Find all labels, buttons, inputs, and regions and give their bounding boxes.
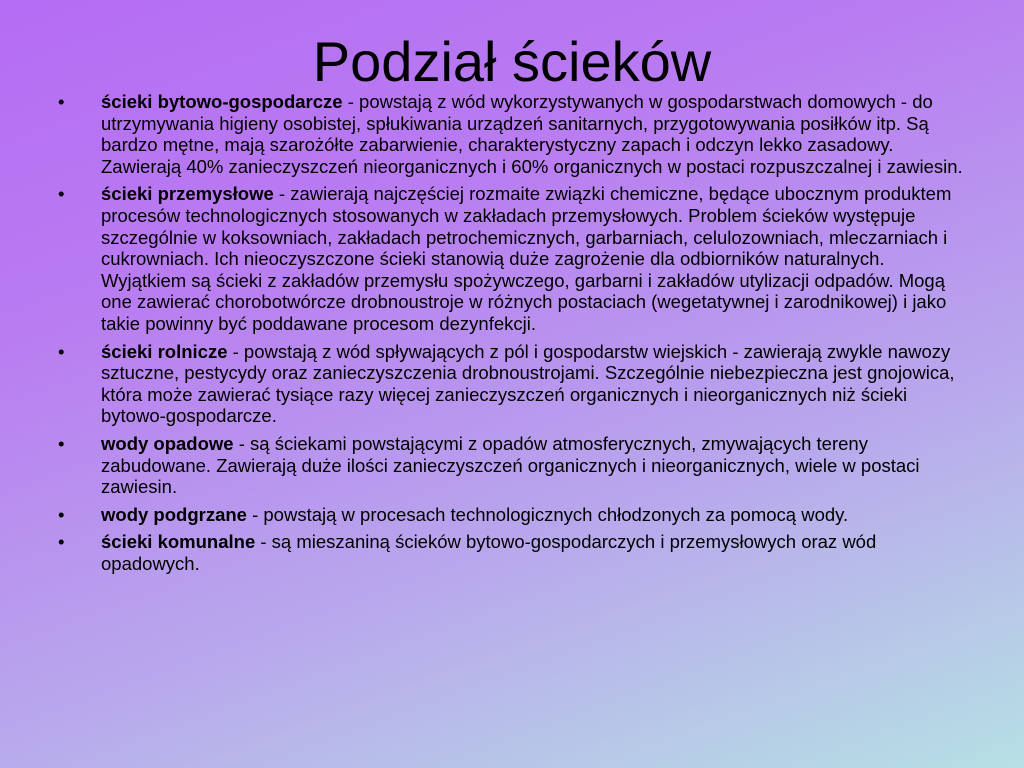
- bullet-icon: •: [58, 183, 65, 205]
- bullet-term: ścieki rolnicze: [101, 340, 228, 362]
- bullet-text: - powstają z wód spływających z pól i gospodarstw wiejskich - zawierają zwykle nawozy sztuczne, pestycydy oraz zanieczyszczenia drobnoustrojami. Szczególnie niebezpieczna jest gnojowica, która może zawierać tysiące razy więcej zanieczyszczeń organicznych i nieorganicznych niż ścieki bytowo-gospodarcze.: [101, 340, 955, 427]
- bullet-text: - są mieszaniną ścieków bytowo-gospodarczych i przemysłowych oraz wód opadowych.: [101, 531, 877, 574]
- bullet-item: [56, 183, 971, 334]
- bullet-icon: •: [58, 432, 65, 454]
- bullet-icon: •: [58, 531, 65, 553]
- bullet-text: - powstają w procesach technologicznych chłodzonych za pomocą wody.: [246, 503, 849, 525]
- bullet-text: - są ściekami powstającymi z opadów atmosferycznych, zmywających tereny zabudowane. Zawierają duże ilości zanieczyszczeń organicznych i nieorganicznych, wiele w postaci zawiesin.: [101, 432, 920, 498]
- bullet-term: ścieki komunalne: [101, 531, 256, 553]
- bullet-text: - powstają z wód wykorzystywanych w gospodarstwach domowych - do utrzymywania higieny osobistej, spłukiwania urządzeń sanitarnych, przygotowywania posiłków itp. Są bardzo mętne, mają szarożółte zabarwienie, charakterystyczny zapach i odczyn lekko zasadowy. Zawierają 40% zanieczyszczeń nieorganicznych i 60% organicznych w postaci rozpuszczalnej i zawiesin.: [101, 91, 963, 177]
- bullet-list: [56, 91, 971, 580]
- bullet-term: ścieki bytowo-gospodarcze: [101, 91, 343, 112]
- bullet-item: [56, 504, 971, 526]
- bullet-item: [56, 531, 971, 574]
- bullet-item: [56, 341, 971, 427]
- bullet-item: [56, 433, 971, 498]
- bullet-item: [56, 91, 971, 177]
- bullet-icon: •: [58, 340, 65, 362]
- bullet-text: - zawierają najczęściej rozmaite związki chemiczne, będące ubocznym produktem procesów technologicznych stosowanych w zakładach przemysłowych. Problem ścieków występuje szczególnie w koksowniach, zakładach petrochemicznych, garbarniach, celulozowniach, mleczarniach i cukrowniach. Ich nieoczyszczone ścieki stanowią duże zagrożenie dla odbiorników naturalnych. Wyjątkiem są ścieki z zakładów przemysłu spożywczego, garbarni i zakładów utylizacji odpadów. Mogą one zawierać chorobotwórcze drobnoustroje w różnych postaciach (wegetatywnej i zarodnikowej) i jako takie powinny być poddawane procesom dezynfekcji.: [101, 183, 952, 334]
- bullet-term: ścieki przemysłowe: [101, 183, 274, 205]
- bullet-term: wody opadowe: [101, 432, 234, 454]
- slide-title: Podział ścieków: [312, 30, 712, 93]
- bullet-icon: •: [58, 503, 65, 525]
- bullet-icon: •: [58, 91, 65, 112]
- bullet-term: wody podgrzane: [101, 503, 247, 525]
